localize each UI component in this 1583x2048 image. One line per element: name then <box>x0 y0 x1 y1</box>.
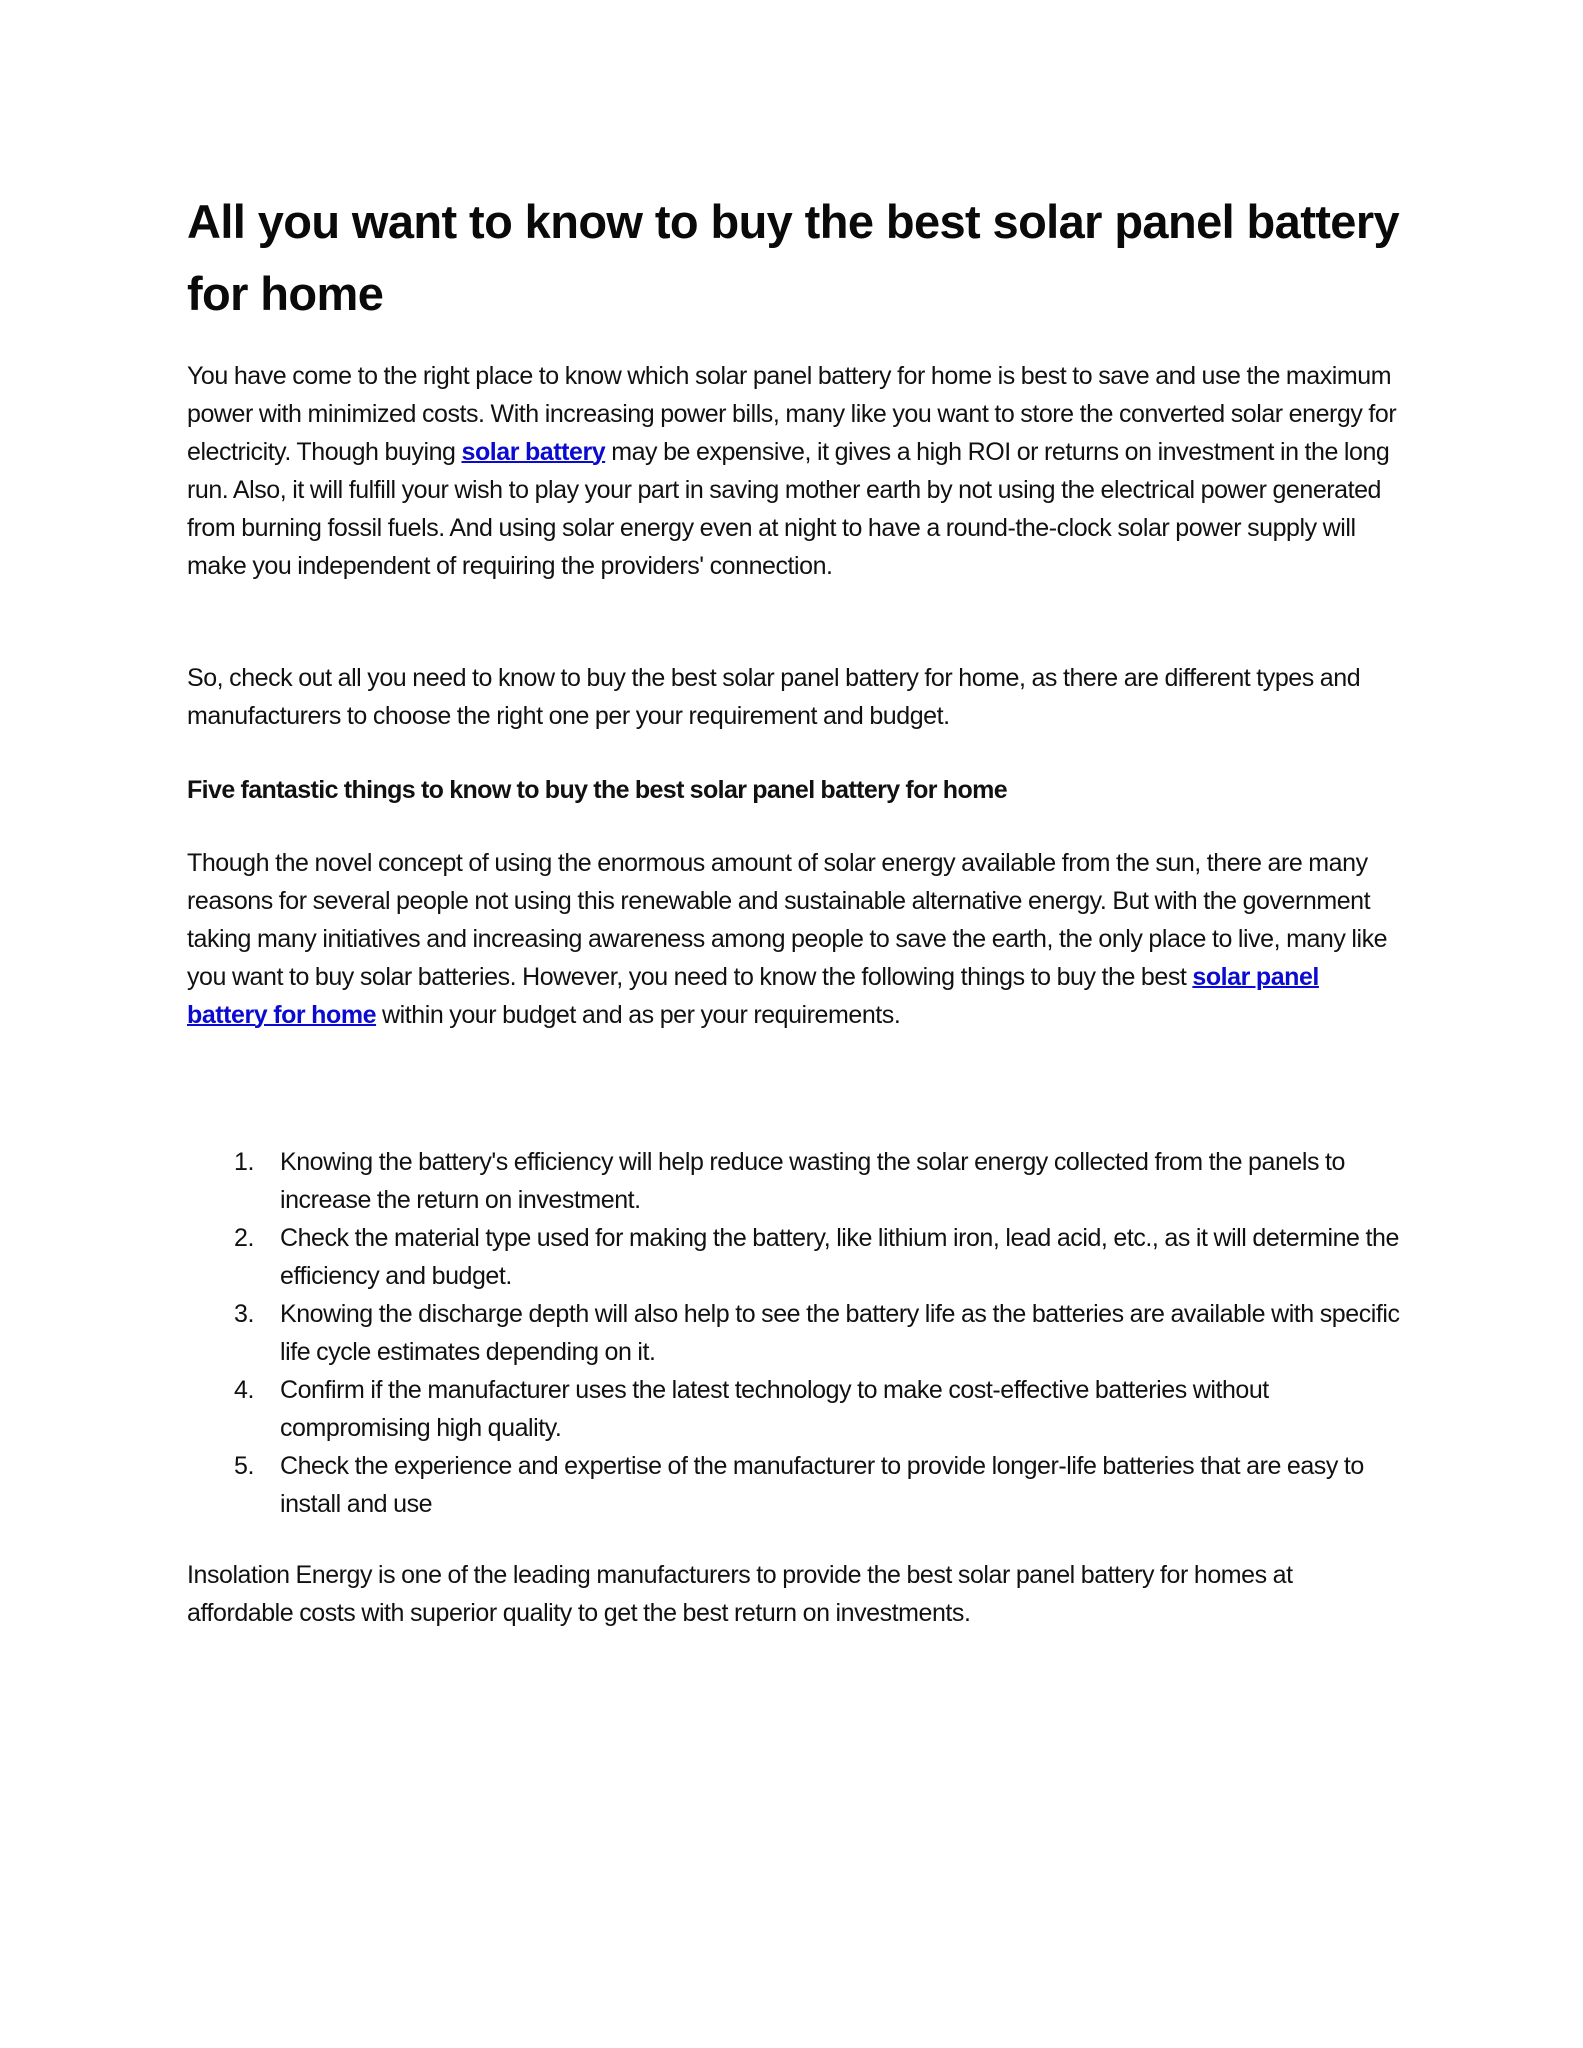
paragraph-2: So, check out all you need to know to buy the best solar panel battery for home, as there are different types and manufacturers to choose the right one per your requirement and budget. <box>187 664 1361 730</box>
list-item-text: Knowing the battery's efficiency will help reduce wasting the solar energy collected from the panels to increase the return on investment. <box>280 1148 1345 1214</box>
intro-paragraph <box>187 357 1402 585</box>
section-heading: Five fantastic things to know to buy the best solar panel battery for home <box>187 776 1008 804</box>
paragraph-3-text-after: within your budget and as per your requirements. <box>376 1001 901 1029</box>
list-number: 5. <box>234 1452 254 1480</box>
list-item <box>187 1371 1402 1447</box>
list-item-text: Knowing the discharge depth will also help to see the battery life as the batteries are available with specific life cycle estimates depending on it. <box>280 1300 1400 1366</box>
list-item <box>187 1447 1402 1523</box>
list-item <box>187 1295 1402 1371</box>
things-to-know-list <box>187 1143 1402 1523</box>
solar-panel-battery-for-home-link[interactable]: solar panel battery for home <box>187 963 1319 1029</box>
list-item <box>187 1143 1402 1219</box>
list-item-text: Confirm if the manufacturer uses the latest technology to make cost-effective batteries without compromising high quality. <box>280 1376 1269 1442</box>
paragraph-3-text-before: Though the novel concept of using the enormous amount of solar energy available from the sun, there are many reasons for several people not using this renewable and sustainable alternative energy. But with the government taking many initiatives and increasing awareness among people to save the earth, the only place to live, many like you want to buy solar batteries. However, you need to know the following things to buy the best <box>187 849 1388 991</box>
list-item-text: Check the material type used for making the battery, like lithium iron, lead acid, etc., as it will determine the efficiency and budget. <box>280 1224 1399 1290</box>
paragraph-3 <box>187 844 1402 1034</box>
list-number: 2. <box>234 1224 254 1252</box>
list-item-text: Check the experience and expertise of the manufacturer to provide longer-life batteries that are easy to install and use <box>280 1452 1364 1518</box>
list-item <box>187 1219 1402 1295</box>
intro-text-after: may be expensive, it gives a high ROI or returns on investment in the long run. Also, it will fulfill your wish to play your part in saving mother earth by not using the electrical power generated from burning fossil fuels. And using solar energy even at night to have a round-the-clock solar power supply will make you independent of requiring the providers' connection. <box>187 438 1390 580</box>
list-number: 4. <box>234 1376 254 1404</box>
list-number: 1. <box>234 1148 254 1176</box>
solar-battery-link[interactable]: solar battery <box>461 438 606 466</box>
list-number: 3. <box>234 1300 254 1328</box>
page-title: All you want to know to buy the best solar panel battery for home <box>187 195 1400 320</box>
intro-text-before: You have come to the right place to know which solar panel battery for home is best to save and use the maximum power with minimized costs. With increasing power bills, many like you want to store the converted solar energy for electricity. Though buying <box>187 362 1397 466</box>
closing-paragraph: Insolation Energy is one of the leading manufacturers to provide the best solar panel battery for homes at affordable costs with superior quality to get the best return on investments. <box>187 1561 1293 1627</box>
